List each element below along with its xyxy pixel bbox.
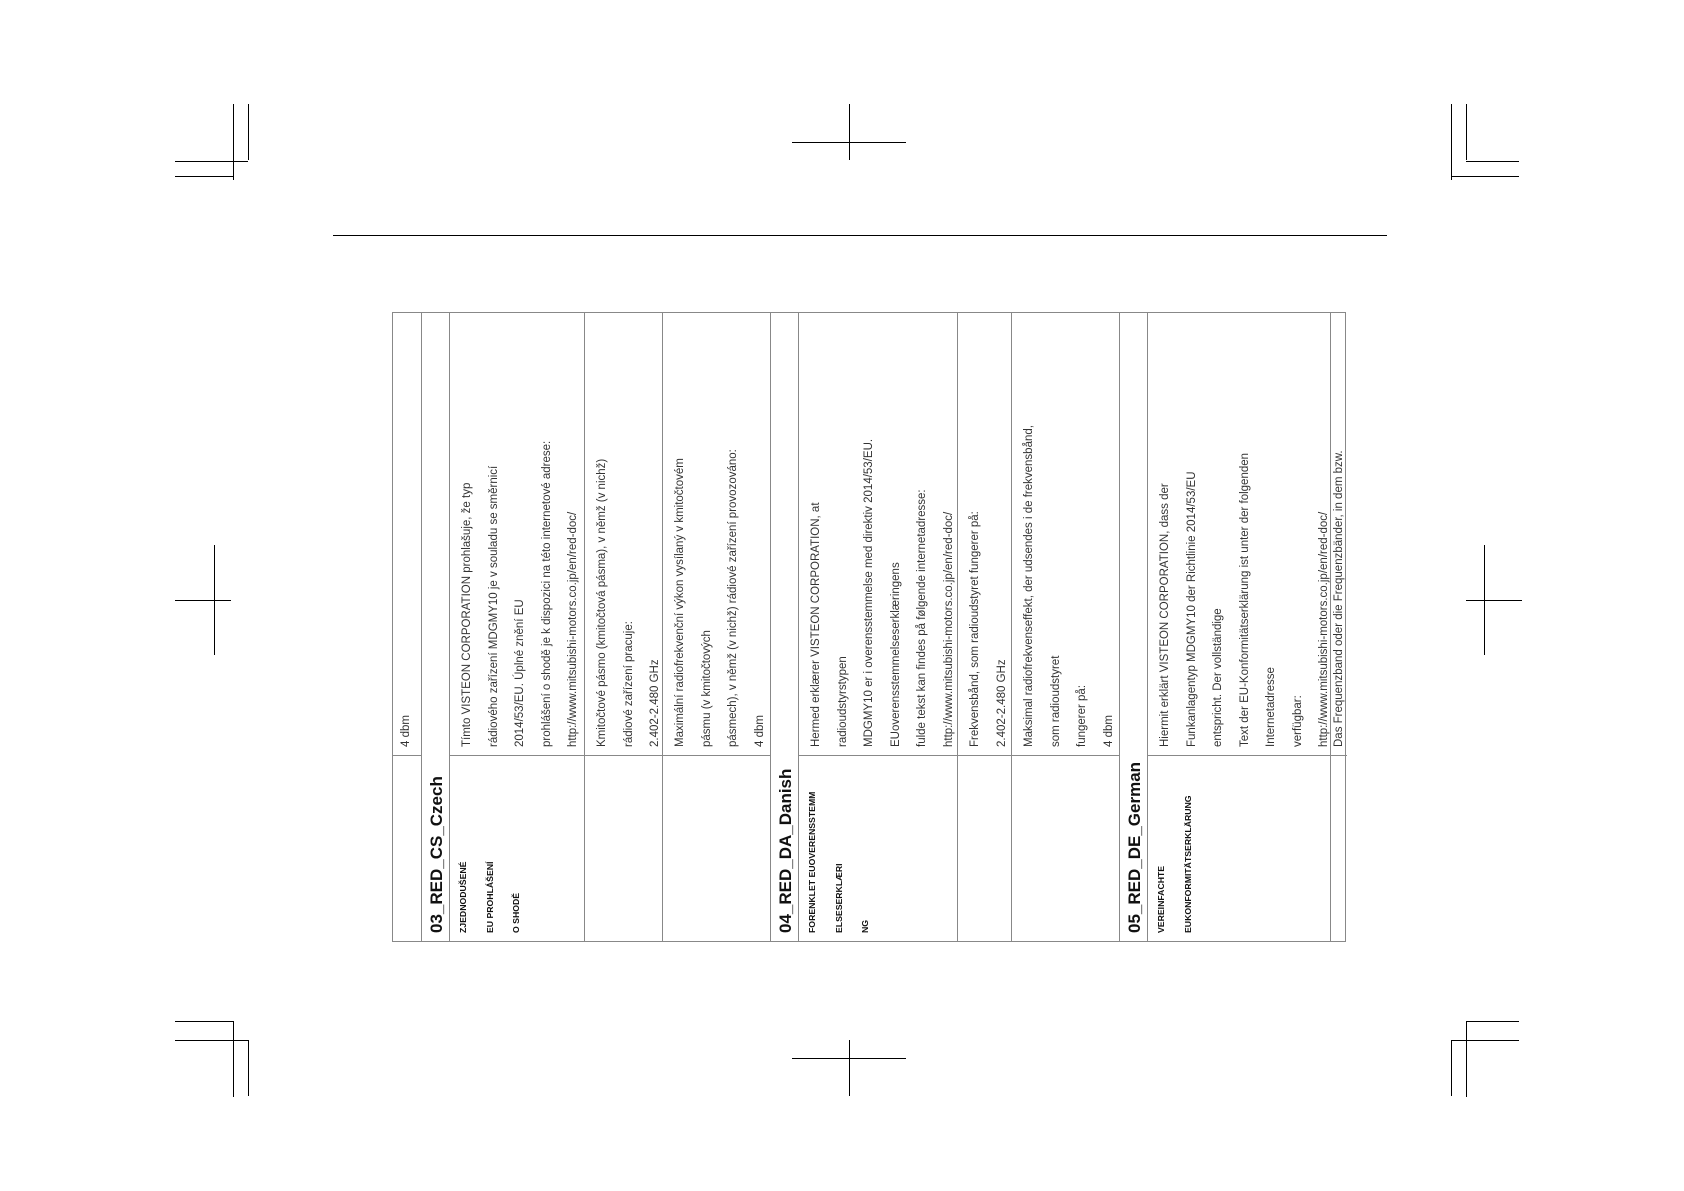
section-heading: 05_RED_DE_German	[1125, 761, 1144, 933]
section-heading: 04_RED_DA_Danish	[776, 768, 795, 933]
text-line: rádiové zařízení pracuje:	[622, 621, 635, 747]
text-line: pásmu (v kmitočtových	[700, 630, 713, 747]
label-line: EU PROHLÁŠENÍ	[484, 861, 495, 933]
text-line: Das Frequenzband oder die Frequenzbänder, in dem bzw.	[1333, 450, 1345, 747]
table-row	[957, 313, 1011, 941]
label-line: VEREINFACHTE	[1156, 865, 1166, 933]
table-row	[1011, 313, 1119, 941]
text-line: radioudstyrstypen	[836, 656, 849, 747]
label-line: ZJEDNODUŠENÉ	[458, 861, 468, 933]
text-line: som radioudstyret	[1049, 655, 1062, 747]
text-line: 2014/53/EU. Úplné znění EU	[514, 599, 526, 747]
section-heading: 03_RED_CS_Czech	[427, 776, 446, 933]
text-line: 2.402-2.480 GHz	[649, 659, 661, 747]
table-row	[393, 313, 421, 941]
declaration-table	[392, 312, 1346, 942]
header-rule	[333, 235, 1387, 236]
text-line: Funkanlagentyp MDGMY10 der Richtlinie 2014/53/EU	[1185, 471, 1198, 747]
text-line: Kmitočtové pásmo (kmitočtová pásma), v němž (v nichž)	[596, 458, 608, 747]
text-line: Text der EU-Konformitätserklärung ist unter der folgenden	[1238, 452, 1251, 747]
label-line: EUKONFORMITÄTSERKLÄRUNG	[1182, 795, 1193, 933]
table-row	[1330, 313, 1347, 941]
text-line: http://www.mitsubishi-motors.co.jp/en/red-doc/	[1318, 511, 1330, 747]
text-line: pásmech), v němž (v nichž) rádiové zařízení provozováno:	[727, 449, 739, 747]
text-line: EUoverensstemmelseserklæringens	[889, 562, 902, 747]
label-line: ELSESERKLÆRI	[833, 863, 844, 933]
label-line: FORENKLET EUOVERENSSTEMM	[807, 791, 817, 933]
power-value: 4 dbm	[400, 715, 412, 747]
text-line: Tímto VISTEON CORPORATION prohlašuje, že typ	[461, 482, 473, 747]
table-row	[798, 313, 957, 941]
section-heading-row	[1119, 313, 1147, 941]
text-line: rádiového zařízení MDGMY10 je v souladu se směrnicí	[487, 465, 500, 747]
text-line: Frekvensbånd, som radioudstyret fungerer på:	[969, 511, 981, 747]
text-line: Maksimal radiofrekvenseffekt, der udsendes i de frekvensbånd,	[1023, 425, 1035, 747]
text-line: Internetadresse	[1265, 667, 1277, 747]
label-line: O SHODĚ	[511, 892, 521, 933]
text-line: http://www.mitsubishi-motors.co.jp/en/red-doc/	[942, 511, 955, 747]
text-line: verfügbar:	[1291, 695, 1304, 747]
text-line: MDGMY10 er i overensstemmelse med direktiv 2014/53/EU.	[863, 438, 875, 747]
table-row	[1147, 313, 1330, 941]
table-row	[584, 313, 662, 941]
text-line: 4 dbm	[753, 715, 766, 747]
text-line: http://www.mitsubishi-motors.co.jp/en/red-doc/	[567, 511, 579, 747]
text-line: fulde tekst kan findes på følgende internetadresse:	[916, 489, 928, 747]
section-heading-row	[421, 313, 449, 941]
table-row	[449, 313, 584, 941]
text-line: 4 dbm	[1102, 715, 1115, 747]
text-line: Maximální radiofrekvenční výkon vysílaný v kmitočtovém	[674, 458, 686, 747]
table-row	[662, 313, 770, 941]
section-heading-row	[770, 313, 798, 941]
text-line: 2.402-2.480 GHz	[995, 659, 1008, 747]
text-line: entspricht. Der vollständige	[1212, 608, 1224, 747]
text-line: Hiermit erklärt VISTEON CORPORATION, dass der	[1159, 483, 1171, 747]
text-line: Hermed erklærer VISTEON CORPORATION, at	[810, 502, 822, 747]
text-line: prohlášení o shodě je k dispozici na této internetové adrese:	[540, 440, 553, 747]
label-line: NG	[860, 919, 870, 933]
text-line: fungerer på:	[1076, 684, 1088, 747]
